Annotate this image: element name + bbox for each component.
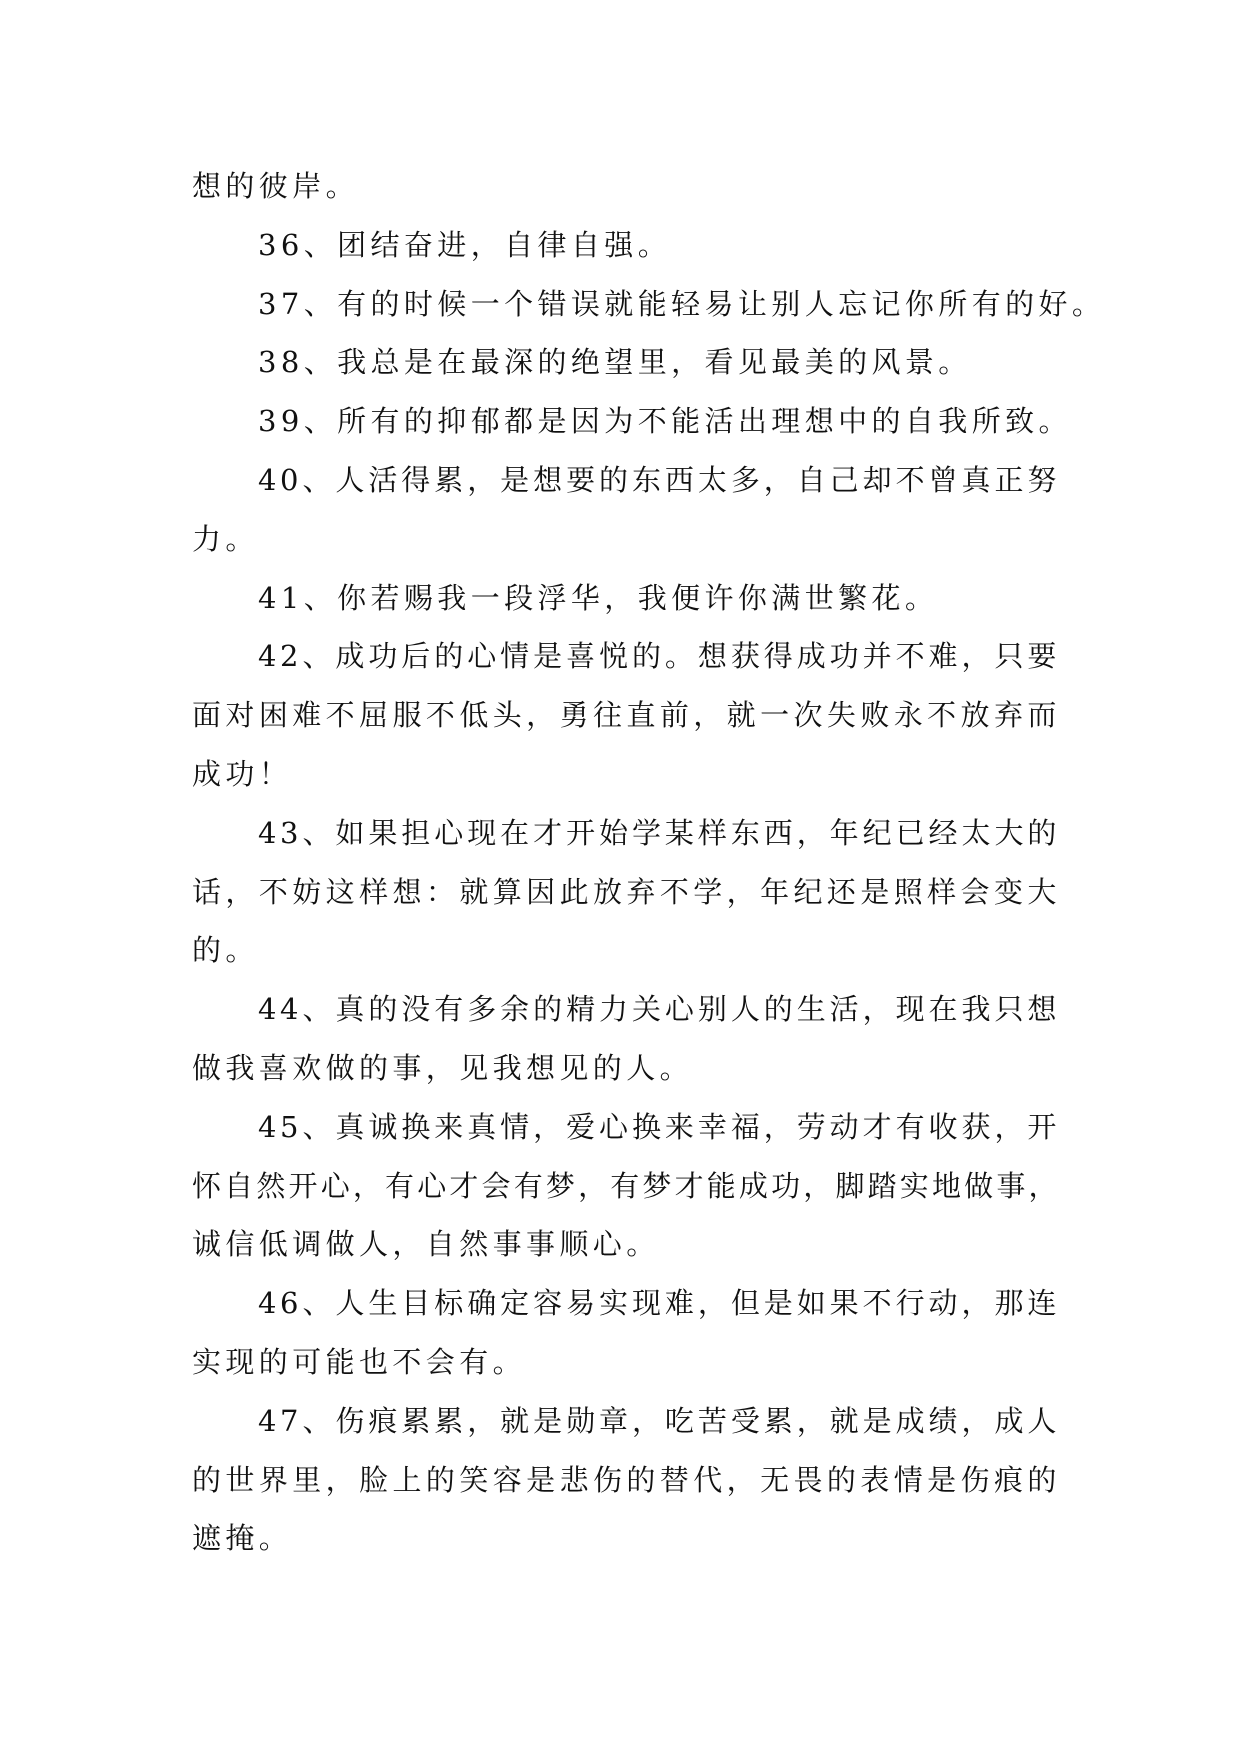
text-line: 的。 xyxy=(192,933,259,968)
text-line: 39、所有的抑郁都是因为不能活出理想中的自我所致。 xyxy=(258,404,1072,439)
paragraph-42 xyxy=(192,627,1072,803)
text-line: 43、如果担心现在才开始学某样东西，年纪已经太大的 xyxy=(258,815,1060,850)
body-text xyxy=(192,157,1106,1568)
text-line: 想的彼岸。 xyxy=(192,169,360,203)
paragraph-47 xyxy=(192,1392,1072,1568)
paragraph-45 xyxy=(192,1098,1072,1274)
paragraph-39 xyxy=(192,392,1072,451)
paragraph-40 xyxy=(192,451,1072,569)
paragraph-continuation xyxy=(192,157,1072,216)
text-line: 44、真的没有多余的精力关心别人的生活，现在我只想 xyxy=(258,992,1060,1027)
text-line: 成功！ xyxy=(192,756,293,791)
paragraph-46 xyxy=(192,1274,1072,1392)
paragraph-38 xyxy=(192,333,1072,392)
paragraph-43 xyxy=(192,804,1072,980)
text-line: 话，不妨这样想：就算因此放弃不学，年纪还是照样会变大 xyxy=(192,874,1060,909)
paragraph-41 xyxy=(192,569,1072,628)
text-line: 37、有的时候一个错误就能轻易让别人忘记你所有的好。 xyxy=(258,286,1106,321)
text-line: 怀自然开心，有心才会有梦，有梦才能成功，脚踏实地做事， xyxy=(192,1168,1060,1203)
text-line: 36、团结奋进，自律自强。 xyxy=(258,227,672,262)
paragraph-36 xyxy=(192,216,1072,275)
text-line: 46、人生目标确定容易实现难，但是如果不行动，那连 xyxy=(258,1286,1060,1321)
text-line: 38、我总是在最深的绝望里，看见最美的风景。 xyxy=(258,345,972,380)
text-line: 实现的可能也不会有。 xyxy=(192,1344,527,1379)
text-line: 诚信低调做人，自然事事顺心。 xyxy=(192,1227,660,1262)
text-line: 力。 xyxy=(192,521,259,556)
text-line: 面对困难不屈服不低头，勇往直前，就一次失败永不放弃而 xyxy=(192,698,1060,733)
text-line: 遮掩。 xyxy=(192,1521,293,1556)
text-line: 47、伤痕累累，就是勋章，吃苦受累，就是成绩，成人 xyxy=(258,1403,1060,1438)
text-line: 45、真诚换来真情，爱心换来幸福，劳动才有收获，开 xyxy=(258,1109,1060,1144)
paragraph-44 xyxy=(192,980,1072,1098)
text-line: 的世界里，脸上的笑容是悲伤的替代，无畏的表情是伤痕的 xyxy=(192,1462,1060,1497)
text-line: 40、人活得累，是想要的东西太多，自己却不曾真正努 xyxy=(258,462,1060,497)
paragraph-37 xyxy=(192,275,1106,334)
text-line: 42、成功后的心情是喜悦的。想获得成功并不难，只要 xyxy=(258,639,1060,674)
text-line: 41、你若赐我一段浮华，我便许你满世繁花。 xyxy=(258,580,939,615)
text-line: 做我喜欢做的事，见我想见的人。 xyxy=(192,1050,694,1085)
